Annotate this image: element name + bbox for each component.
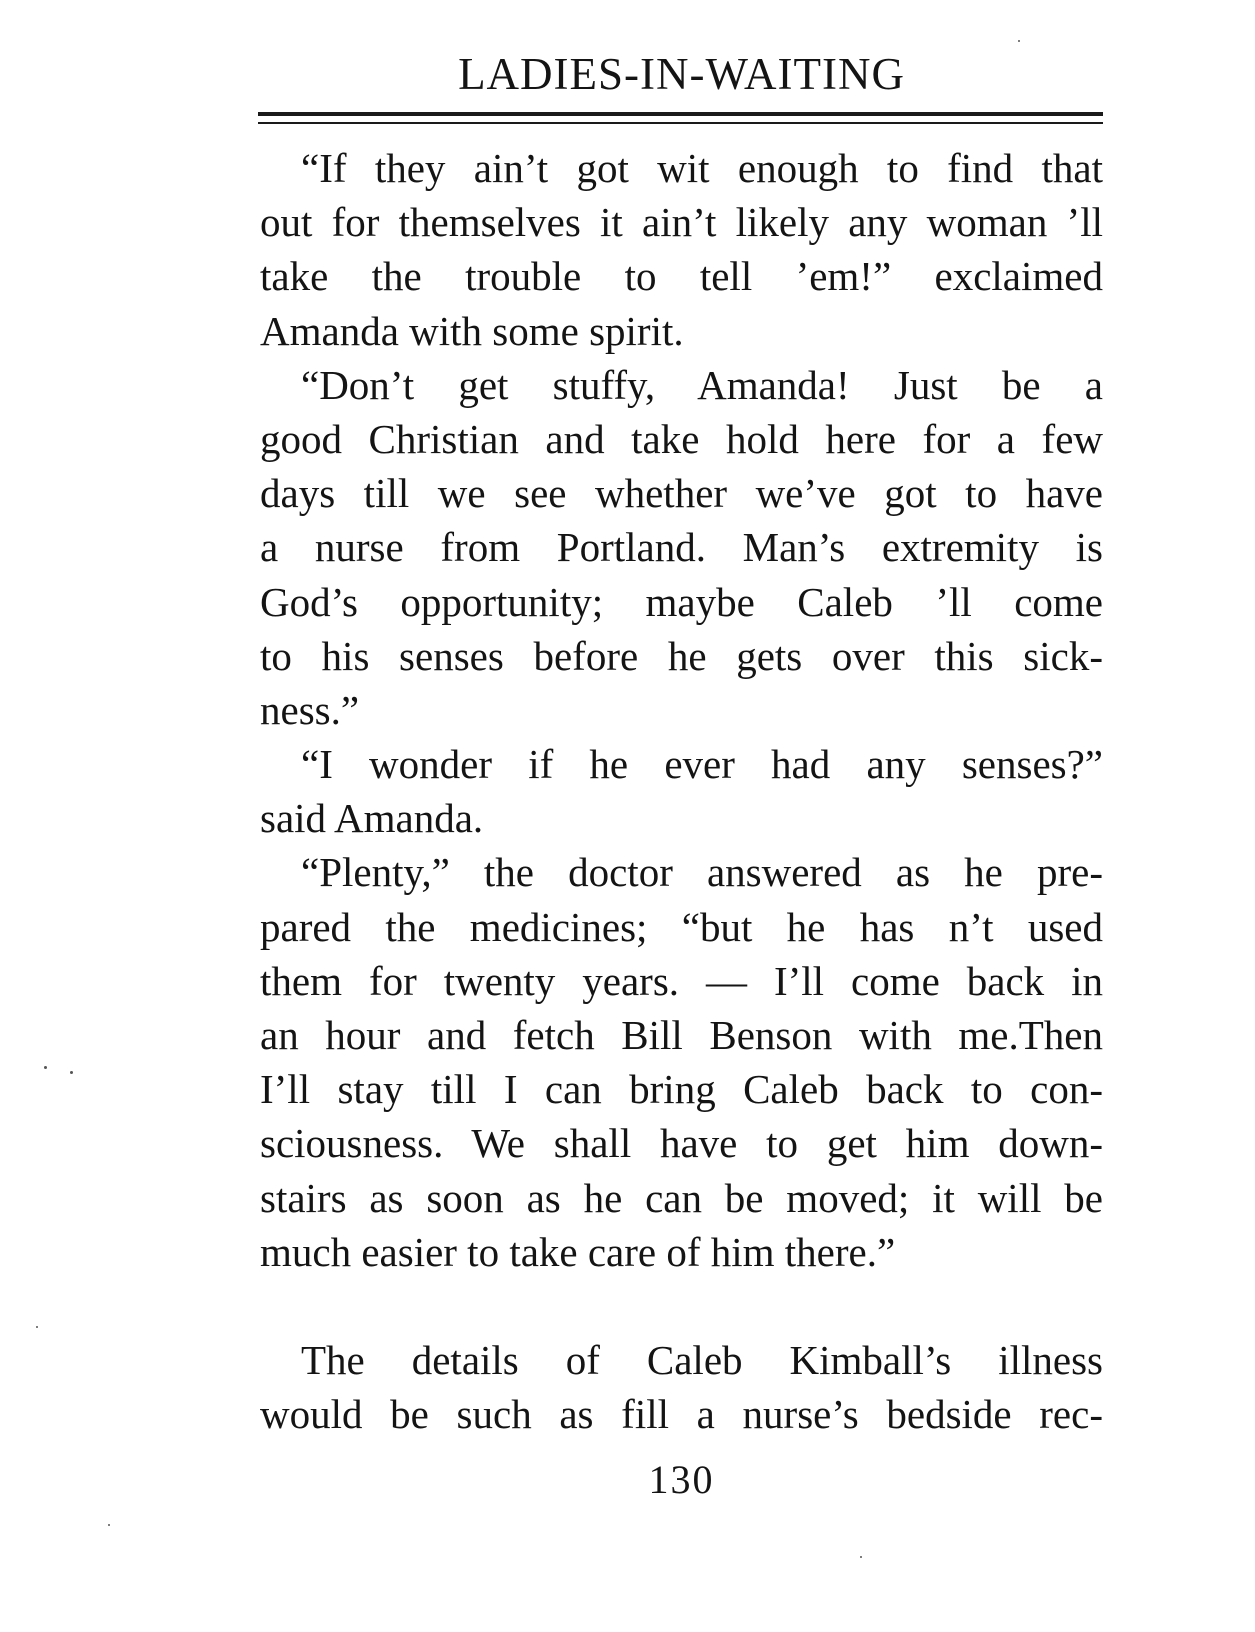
text-line: days till we see whether we’ve got to have [260,470,1103,517]
text-line: them for twenty years. — I’ll come back in [260,957,1103,1004]
text-line: Amanda with some spirit. [260,307,684,354]
text-line: ness.” [260,686,360,733]
text-line: to his senses before he gets over this sick- [260,632,1103,679]
scan-speck [44,1066,47,1069]
text-line: out for themselves it ain’t likely any woman ’ll [260,199,1103,246]
running-head: LADIES-IN-WAITING [458,49,905,99]
page-number: 130 [648,1457,715,1502]
text-line: pared the medicines; “but he has n’t used [260,903,1103,950]
text-line: “I wonder if he ever had any senses?” [301,741,1103,788]
text-line: good Christian and take hold here for a few [260,415,1103,462]
scan-speck [1018,40,1020,42]
text-line: “If they ain’t got wit enough to find that [301,145,1103,191]
body-text [260,141,1103,1441]
text-line: “Don’t get stuffy, Amanda! Just be a [301,361,1103,408]
text-line: stairs as soon as he can be moved; it will be [260,1174,1103,1221]
text-line: a nurse from Portland. Man’s extremity is [260,524,1103,571]
text-line: “Plenty,” the doctor answered as he pre- [301,849,1103,896]
text-line: much easier to take care of him there.” [260,1228,896,1275]
scan-speck [70,1071,73,1074]
text-line: sciousness. We shall have to get him down- [260,1120,1103,1167]
text-line: said Amanda. [260,795,484,842]
text-line: I’ll stay till I can bring Caleb back to con- [260,1066,1103,1113]
scan-speck [36,1326,38,1328]
scan-speck [860,1556,862,1558]
header-rule-thin [258,122,1103,124]
section-break [260,1279,1103,1333]
text-line: God’s opportunity; maybe Caleb ’ll come [260,578,1103,625]
text-line: The details of Caleb Kimball’s illness [301,1336,1103,1383]
text-line: would be such as fill a nurse’s bedside rec- [260,1391,1103,1438]
header-rule-thick [258,112,1103,116]
scan-speck [108,1524,110,1526]
text-line: take the trouble to tell ’em!” exclaimed [260,253,1103,300]
text-line: an hour and fetch Bill Benson with me.Then [260,1012,1103,1058]
